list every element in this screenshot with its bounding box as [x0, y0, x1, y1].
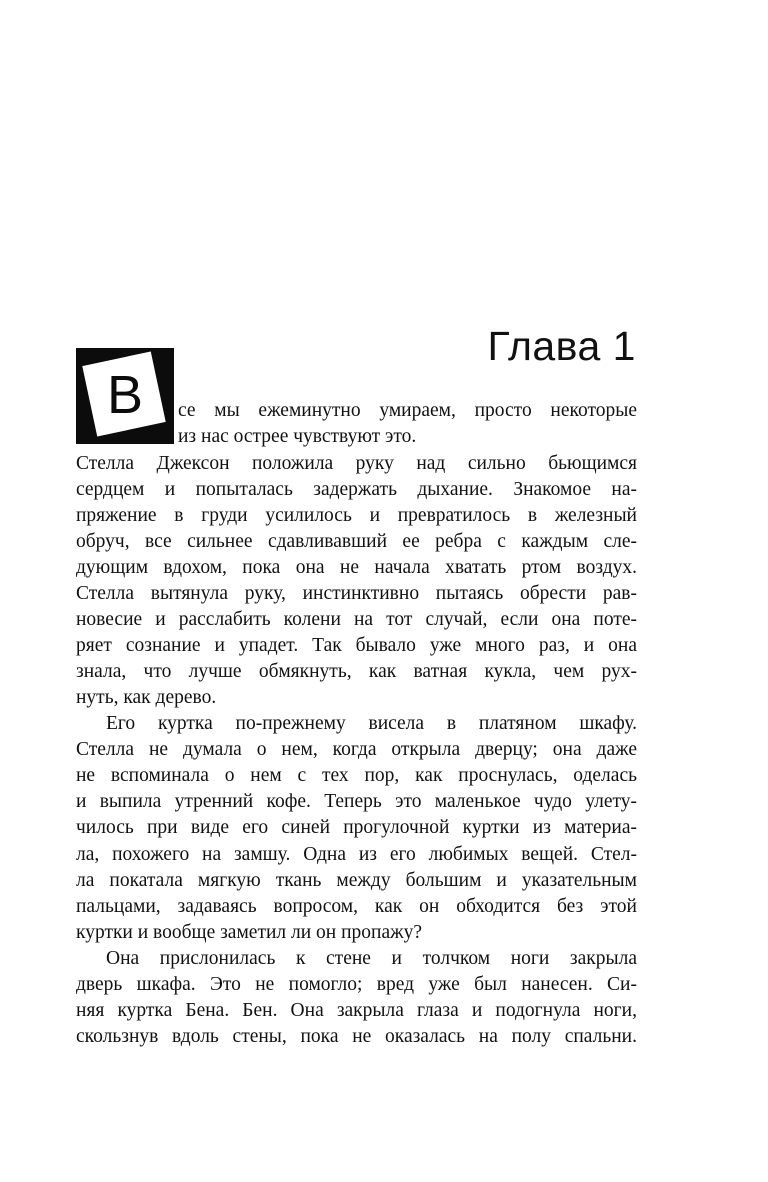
text-line: ряет сознание и упадет. Так бывало уже много раз, и она	[76, 635, 637, 656]
text-line: новесие и расслабить колени на тот случай, если она поте-	[76, 609, 637, 630]
text-line: пряжение в груди усилилось и превратилось в железный	[76, 505, 637, 526]
chapter-title: Глава 1	[487, 323, 636, 369]
text-line: ла, похожего на замшу. Одна из его любимых вещей. Стел-	[76, 844, 637, 865]
text-line: дверь шкафа. Это не помогло; вред уже был нанесен. Си-	[76, 974, 637, 995]
text-line: Она прислонилась к стене и толчком ноги закрыла	[106, 948, 637, 969]
text-line: пальцами, задаваясь вопросом, как он обходится без этой	[76, 896, 637, 917]
text-line: из нас острее чувствуют это.	[178, 426, 417, 447]
dropcap-letter: В	[106, 365, 144, 425]
text-line: Стелла не думала о нем, когда открыла дверцу; она даже	[76, 739, 637, 760]
text-line: сердцем и попыталась задержать дыхание. Знакомое на-	[76, 479, 637, 500]
text-line: скользнув вдоль стены, пока не оказалась на полу спальни.	[76, 1026, 637, 1047]
text-line: нуть, как дерево.	[76, 687, 217, 708]
text-line: обруч, все сильнее сдавливавший ее ребра с каждым сле-	[76, 531, 637, 552]
text-line: и выпила утренний кофе. Теперь это маленькое чудо улету-	[76, 791, 637, 812]
text-line: ла покатала мягкую ткань между большим и указательным	[76, 870, 637, 891]
text-line: Стелла Джексон положила руку над сильно бьющимся	[76, 453, 637, 474]
text-line: куртки и вообще заметил ли он пропажу?	[76, 922, 423, 943]
text-line: чилось при виде его синей прогулочной куртки из материа-	[76, 817, 637, 838]
text-line: знала, что лучше обмякнуть, как ватная кукла, чем рух-	[76, 661, 637, 682]
text-line: няя куртка Бена. Бен. Она закрыла глаза и подогнула ноги,	[76, 1000, 637, 1021]
text-line: Стелла вытянула руку, инстинктивно пытаясь обрести рав-	[76, 583, 637, 604]
text-line: се мы ежеминутно умираем, просто некоторые	[178, 400, 637, 421]
text-line: дующим вдохом, пока она не начала хватать ртом воздух.	[76, 557, 637, 578]
text-line: Его куртка по-прежнему висела в платяном шкафу.	[106, 713, 637, 734]
text-line: не вспоминала о нем с тех пор, как проснулась, оделась	[76, 765, 637, 786]
dropcap-block	[76, 348, 174, 444]
